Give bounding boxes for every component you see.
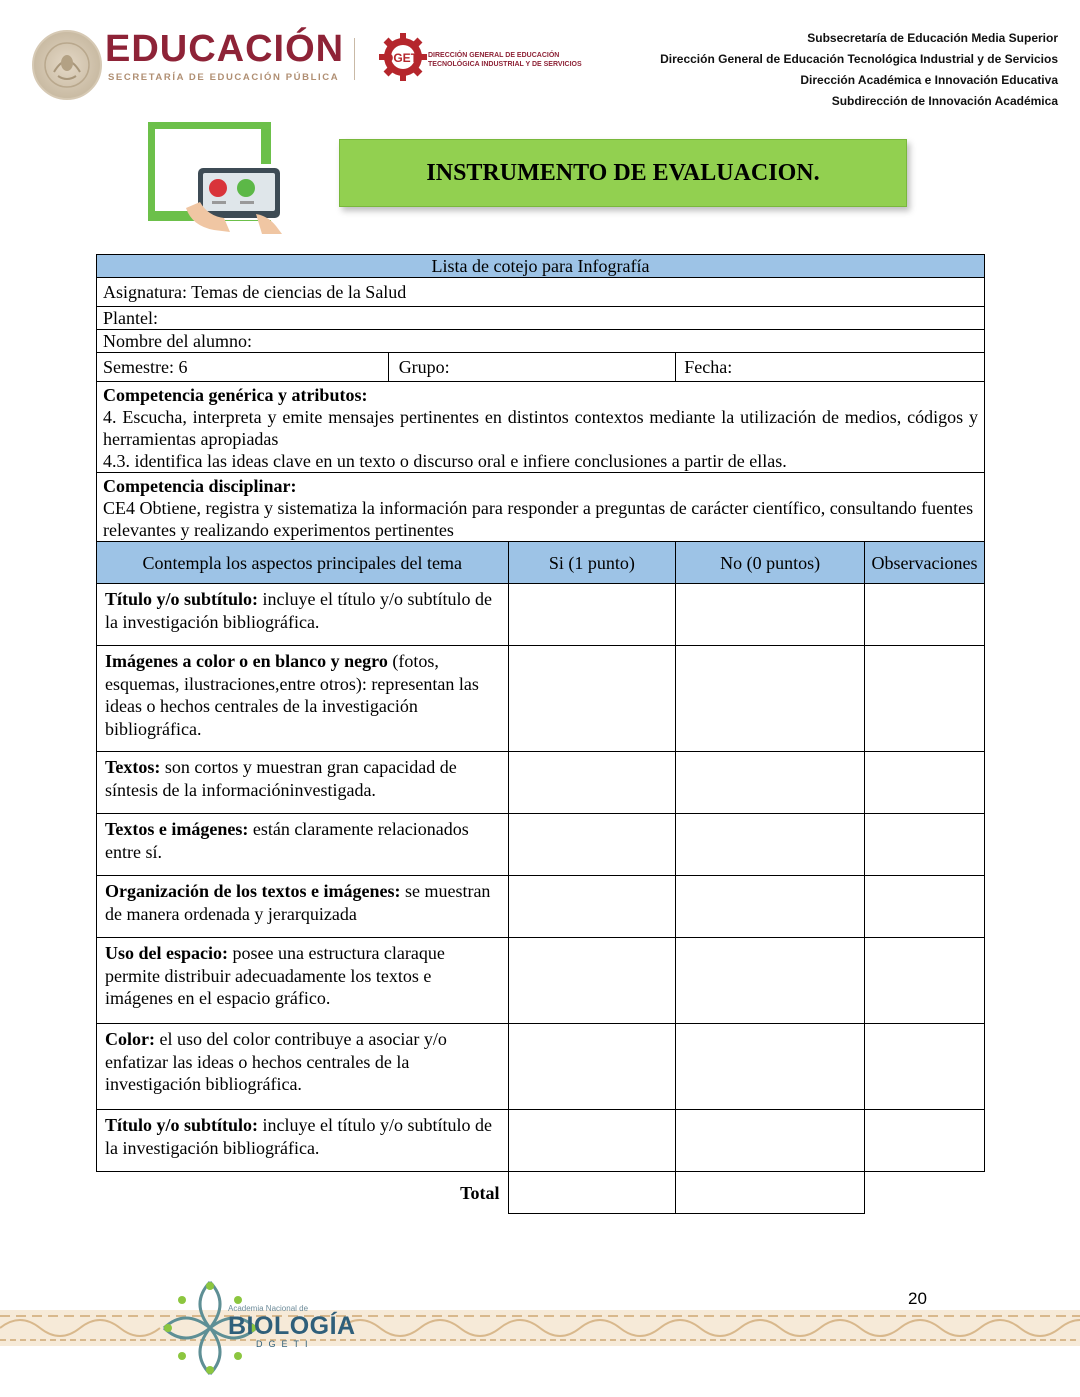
criterion-row bbox=[97, 938, 985, 1024]
criterion-bold: Textos e imágenes: bbox=[105, 819, 249, 839]
criterion-desc: son cortos y muestran gran capacidad de síntesis de la informacióninvestigada. bbox=[105, 757, 457, 800]
page-number: 20 bbox=[908, 1289, 927, 1308]
plantel-field[interactable]: Plantel: bbox=[97, 307, 985, 330]
header-line-4: Subdirección de Innovación Académica bbox=[831, 94, 1058, 108]
criterion-row bbox=[97, 646, 985, 752]
criterion-desc: se muestran de manera ordenada y jerarquizada bbox=[105, 881, 491, 924]
observaciones-cell[interactable] bbox=[864, 1110, 984, 1172]
criterion-text bbox=[97, 814, 509, 876]
mexico-seal-logo bbox=[32, 30, 102, 100]
checklist-table bbox=[96, 254, 985, 1214]
si-cell[interactable] bbox=[508, 1110, 676, 1172]
header-line-1: Subsecretaría de Educación Media Superior bbox=[807, 31, 1058, 45]
si-cell[interactable] bbox=[508, 876, 676, 938]
logo-title: EDUCACIÓN bbox=[105, 28, 345, 70]
observaciones-cell[interactable] bbox=[864, 646, 984, 752]
criterion-text bbox=[97, 876, 509, 938]
total-si-cell[interactable] bbox=[508, 1172, 676, 1214]
dgeti-footer-label: DGETI bbox=[256, 1339, 314, 1349]
no-cell[interactable] bbox=[676, 814, 865, 876]
criterion-text bbox=[97, 1024, 509, 1110]
criterion-text bbox=[97, 752, 509, 814]
observaciones-cell[interactable] bbox=[864, 1024, 984, 1110]
criterion-row bbox=[97, 1110, 985, 1172]
total-empty bbox=[864, 1172, 984, 1214]
criterion-row bbox=[97, 876, 985, 938]
semestre-field: Semestre: 6 bbox=[97, 353, 389, 382]
observaciones-cell[interactable] bbox=[864, 752, 984, 814]
column-header-observaciones: Observaciones bbox=[864, 542, 984, 584]
competencia-disciplinar-text: CE4 Obtiene, registra y sistematiza la información para responder a preguntas de carácter científico, consultando fuentes relevantes y realizando experimentos pertinentes bbox=[103, 498, 974, 540]
criterion-text bbox=[97, 584, 509, 646]
evaluation-banner bbox=[339, 139, 907, 207]
criterion-bold: Textos: bbox=[105, 757, 161, 777]
observaciones-cell[interactable] bbox=[864, 938, 984, 1024]
tablet-rating-icon bbox=[148, 122, 288, 234]
criterion-row bbox=[97, 814, 985, 876]
no-cell[interactable] bbox=[676, 1024, 865, 1110]
biologia-label: BIOLOGÍA bbox=[228, 1312, 356, 1340]
academia-label: Academia Nacional de bbox=[228, 1304, 309, 1313]
column-header-no: No (0 puntos) bbox=[676, 542, 865, 584]
criterion-bold: Uso del espacio: bbox=[105, 943, 228, 963]
observaciones-cell[interactable] bbox=[864, 584, 984, 646]
fecha-field[interactable]: Fecha: bbox=[676, 353, 985, 382]
criterion-desc: están claramente relacionados entre sí. bbox=[105, 819, 469, 862]
nombre-field[interactable]: Nombre del alumno: bbox=[97, 330, 985, 353]
criterion-bold: Imágenes a color o en blanco y negro bbox=[105, 651, 388, 671]
no-cell[interactable] bbox=[676, 1110, 865, 1172]
competencia-disciplinar-title: Competencia disciplinar: bbox=[103, 476, 297, 496]
competencia-generica-title: Competencia genérica y atributos: bbox=[103, 385, 368, 405]
header-line-2: Dirección General de Educación Tecnológica Industrial y de Servicios bbox=[660, 52, 1058, 66]
dgeti-line2: TECNOLÓGICA INDUSTRIAL Y DE SERVICIOS bbox=[428, 61, 582, 68]
competencia-generica-2: 4.3. identifica las ideas clave en un texto o discurso oral e infiere conclusiones a partir de ellas. bbox=[103, 451, 787, 471]
dgeti-name bbox=[428, 51, 582, 69]
criterion-desc: incluye el título y/o subtítulo de la investigación bibliográfica. bbox=[105, 1115, 493, 1158]
criterion-desc: posee una estructura claraque permite distribuir adecuadamente los textos e imágenes en el espacio gráfico. bbox=[105, 943, 445, 1008]
no-cell[interactable] bbox=[676, 938, 865, 1024]
competencia-disciplinar bbox=[97, 473, 985, 542]
criterion-row bbox=[97, 584, 985, 646]
si-cell[interactable] bbox=[508, 752, 676, 814]
si-cell[interactable] bbox=[508, 646, 676, 752]
biologia-logo bbox=[228, 1304, 356, 1349]
si-cell[interactable] bbox=[508, 938, 676, 1024]
dgeti-line1: DIRECCIÓN GENERAL DE EDUCACIÓN bbox=[428, 52, 560, 59]
criterion-text bbox=[97, 646, 509, 752]
header-line-3: Dirección Académica e Innovación Educativa bbox=[800, 73, 1058, 87]
column-header-si: Si (1 punto) bbox=[508, 542, 676, 584]
column-header-aspectos: Contempla los aspectos principales del tema bbox=[97, 542, 509, 584]
observaciones-cell[interactable] bbox=[864, 876, 984, 938]
criterion-row bbox=[97, 752, 985, 814]
total-no-cell[interactable] bbox=[676, 1172, 865, 1214]
list-title: Lista de cotejo para Infografía bbox=[97, 255, 985, 278]
logo-divider bbox=[354, 38, 355, 80]
criterion-text bbox=[97, 1110, 509, 1172]
total-label: Total bbox=[460, 1182, 500, 1203]
no-cell[interactable] bbox=[676, 646, 865, 752]
criterion-text bbox=[97, 938, 509, 1024]
criterion-desc: incluye el título y/o subtítulo de la investigación bibliográfica. bbox=[105, 589, 493, 632]
competencia-generica-1: 4. Escucha, interpreta y emite mensajes pertinentes en distintos contextos mediante la utilización de medios, códigos y herramientas apropiadas bbox=[103, 407, 978, 449]
si-cell[interactable] bbox=[508, 814, 676, 876]
si-cell[interactable] bbox=[508, 584, 676, 646]
criterion-desc: (fotos, esquemas, ilustraciones,entre otros): representan las ideas o hechos centrales de la investigación bibliográfica. bbox=[105, 651, 479, 739]
no-cell[interactable] bbox=[676, 752, 865, 814]
dgeti-gear-icon bbox=[378, 32, 428, 82]
banner-title: INSTRUMENTO DE EVALUACION. bbox=[426, 159, 820, 186]
criterion-bold: Color: bbox=[105, 1029, 155, 1049]
si-cell[interactable] bbox=[508, 1024, 676, 1110]
observaciones-cell[interactable] bbox=[864, 814, 984, 876]
logo-subtitle: SECRETARÍA DE EDUCACIÓN PÚBLICA bbox=[108, 72, 340, 83]
criterion-bold: Título y/o subtítulo: bbox=[105, 1115, 259, 1135]
dgeti-badge: DGETI bbox=[384, 51, 422, 65]
header-institution-lines bbox=[660, 28, 1058, 112]
criterion-row bbox=[97, 1024, 985, 1110]
no-cell[interactable] bbox=[676, 876, 865, 938]
grupo-field[interactable]: Grupo: bbox=[388, 353, 676, 382]
no-cell[interactable] bbox=[676, 584, 865, 646]
criterion-bold: Organización de los textos e imágenes: bbox=[105, 881, 401, 901]
asignatura-field: Asignatura: Temas de ciencias de la Salud bbox=[97, 278, 985, 307]
competencia-generica bbox=[97, 382, 985, 473]
criterion-bold: Título y/o subtítulo: bbox=[105, 589, 259, 609]
criterion-desc: el uso del color contribuye a asociar y/o enfatizar las ideas o hechos centrales de la investigación bibliográfica. bbox=[105, 1029, 447, 1094]
